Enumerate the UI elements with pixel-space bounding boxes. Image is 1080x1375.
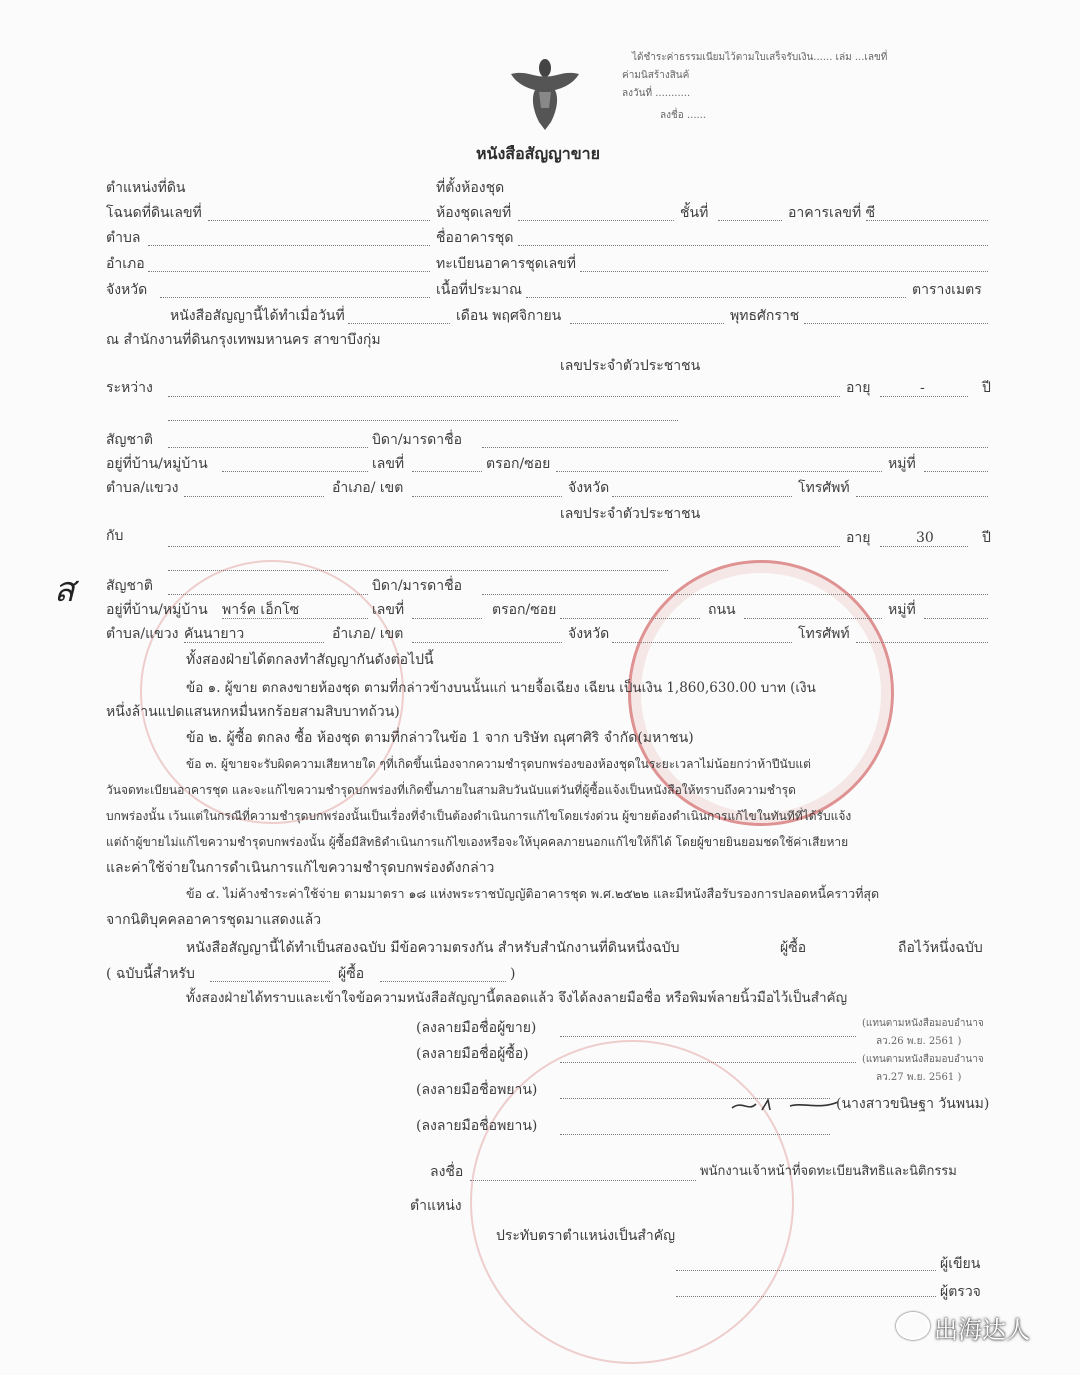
document-title: หนังสือสัญญาขาย: [476, 144, 600, 163]
checker-label: ผู้ตรวจ: [940, 1284, 981, 1300]
buyer-alley-label: ตรอก/ซอย: [492, 602, 557, 618]
fee-note-4: ลงชื่อ ......: [660, 110, 707, 121]
clause-3-line-2: วันจดทะเบียนอาคารชุด และจะแก้ไขความชำรุดบกพร่องที่เกิดขึ้นภายในสามสิบวันนับแต่วันที่ผู้ซื้อแจ้งเป็นหนังสือให้ทราบถึงความชำรุด: [106, 783, 796, 797]
seller-moo-label: หมู่ที่: [888, 456, 916, 472]
land-location-label: ตำแหน่งที่ดิน: [106, 180, 186, 196]
buyer-changwat-label: จังหวัด: [568, 626, 610, 642]
garuda-emblem: [505, 48, 585, 132]
buyer-tambon-label: ตำบล/แขวง: [106, 626, 179, 642]
officer-title: พนักงานเจ้าหน้าที่จดทะเบียนสิทธิและนิติกรรม: [700, 1164, 957, 1179]
seal-note: ประทับตราตำแหน่งเป็นสำคัญ: [496, 1228, 676, 1244]
district-label: อำเภอ: [106, 256, 145, 272]
position-label: ตำแหน่ง: [410, 1198, 462, 1214]
writer-label: ผู้เขียน: [940, 1256, 981, 1272]
unit-no-label: ห้องชุดเลขที่: [436, 205, 512, 221]
buyer-poa-note-1: (แทนตามหนังสือมอบอำนาจ: [862, 1054, 984, 1065]
clause-3-line-4: แต่ถ้าผู้ขายไม่แก้ไขความชำรุดบกพร่องนั้น ผู้ซื้อมีสิทธิดำเนินการแก้ไขเองหรือจะให้บุคคลภายนอกแก้ไขให้ก็ได้ โดยผู้ขายยินยอมชดใช้ค่าเสียหาย: [106, 835, 849, 849]
made-on-label: หนังสือสัญญานี้ได้ทำเมื่อวันที่: [170, 308, 345, 324]
clauses-intro: ทั้งสองฝ่ายได้ตกลงทำสัญญากันดังต่อไปนี้: [186, 652, 434, 668]
copy-for-buyer: ผู้ซื้อ: [338, 966, 365, 982]
month-label: เดือน พฤศจิกายน: [456, 308, 562, 324]
office-label: ณ สำนักงานที่ดินกรุงเทพมหานคร สาขาบึงกุ่ม: [106, 332, 381, 348]
buyer-moo-label: หมู่ที่: [888, 602, 916, 618]
fee-note-2: ค่ามนิสร้างสินค้: [622, 70, 690, 81]
seller-alley-label: ตรอก/ซอย: [486, 456, 551, 472]
seller-changwat-label: จังหวัด: [568, 480, 610, 496]
condo-reg-label: ทะเบียนอาคารชุดเลขที่: [436, 256, 576, 272]
buyer-address-label: อยู่ที่บ้าน/หมู่บ้าน: [106, 602, 208, 618]
buyer-signature-label: (ลงลายมือชื่อผู้ซื้อ): [416, 1046, 529, 1062]
clause-3-line-5: และค่าใช้จ่ายในการดำเนินการแก้ไขความชำรุดบกพร่องดังกล่าว: [106, 860, 495, 876]
seller-signature-label: (ลงลายมือชื่อผู้ขาย): [416, 1020, 537, 1036]
copy-for-open: ( ฉบับนี้สำหรับ: [106, 966, 195, 982]
clause-4-line-1: ข้อ ๔. ไม่ค้างชำระค่าใช้จ่าย ตามมาตรา ๑๘ แห่งพระราชบัญญัติอาคารชุด พ.ศ.๒๕๒๒ และมีหนังสือรับรองการปลอดหนี้คราวที่สุด: [186, 886, 880, 901]
acknowledgement: ทั้งสองฝ่ายได้ทราบและเข้าใจข้อความหนังสือสัญญานี้ตลอดแล้ว จึงได้ลงลายมือชื่อ หรือพิมพ์ลายนิ้วมือไว้เป็นสำคัญ: [186, 990, 848, 1006]
buyer-age-label: อายุ: [846, 530, 871, 546]
unit-location-label: ที่ตั้งห้องชุด: [436, 180, 505, 196]
copies-line: หนังสือสัญญานี้ได้ทำเป็นสองฉบับ มีข้อความตรงกัน สำหรับสำนักงานที่ดินหนึ่งฉบับ: [186, 940, 680, 956]
clause-2: ข้อ ๒. ผู้ซื้อ ตกลง ซื้อ ห้องชุด ตามที่กล่าวในข้อ 1 จาก บริษัท ณุศาศิริ จำกัด(มหาชน): [186, 730, 694, 746]
deed-no-label: โฉนดที่ดินเลขที่: [106, 205, 202, 221]
witness1-signature-scribble: [730, 1096, 840, 1116]
buyer-amphoe-label: อำเภอ/ เขต: [332, 626, 404, 642]
seller-parents-label: บิดา/มารดาชื่อ: [372, 432, 463, 448]
copies-buyer: ผู้ซื้อ: [780, 940, 807, 956]
buyer-road-label: ถนน: [708, 602, 736, 618]
subdistrict-label: ตำบล: [106, 230, 141, 246]
buyer-house-no-label: เลขที่: [372, 602, 405, 618]
area-label: เนื้อที่ประมาณ: [436, 282, 522, 298]
seller-address-label: อยู่ที่บ้าน/หมู่บ้าน: [106, 456, 208, 472]
seller-poa-note-1: (แทนตามหนังสือมอบอำนาจ: [862, 1018, 984, 1029]
floor-label: ชั้นที่: [680, 205, 709, 221]
handwritten-mark: ส: [54, 570, 75, 610]
between-label: ระหว่าง: [106, 380, 153, 396]
year-label: พุทธศักราช: [730, 308, 800, 324]
seller-years-label: ปี: [982, 380, 991, 396]
clause-1-line-1: ข้อ ๑. ผู้ขาย ตกลงขายห้องชุด ตามที่กล่าวข้างบนนั้นแก่ นายจื้อเฉียง เฉียน เป็นเงิน 1,860,630.00 บาท (เงิน: [186, 680, 816, 696]
witness1-signature-label: (ลงลายมือชื่อพยาน): [416, 1082, 538, 1098]
buyer-village-value: พาร์ค เอ็กโซ: [222, 602, 300, 618]
sqm-label: ตารางเมตร: [912, 282, 982, 298]
condo-name-label: ชื่ออาคารชุด: [436, 230, 514, 246]
building-no-label: อาคารเลขที่ ซี: [788, 205, 876, 221]
buyer-age-value: 30: [916, 530, 934, 546]
seller-house-no-label: เลขที่: [372, 456, 405, 472]
buyer-nationality-label: สัญชาติ: [106, 578, 153, 594]
seller-phone-label: โทรศัพท์: [798, 480, 850, 496]
watermark-text: 出海达人: [934, 1316, 1030, 1344]
clause-4-line-2: จากนิติบุคคลอาคารชุดมาแสดงแล้ว: [106, 912, 322, 928]
buyer-phone-label: โทรศัพท์: [798, 626, 850, 642]
seller-tambon-label: ตำบล/แขวง: [106, 480, 179, 496]
clause-3-line-3: บกพร่องนั้น เว้นแต่ในกรณีที่ความชำรุดบกพร่องนั้นเป็นเรื่องที่จำเป็นต้องดำเนินการแก้ไขโดยเร่งด่วน ผู้ขายต้องดำเนินการแก้ไขในทันทีที่ได้รับแจ้ง: [106, 809, 852, 823]
copy-for-close: ): [510, 966, 516, 982]
buyer-tambon-value: คันนายาว: [184, 626, 245, 642]
province-label: จังหวัด: [106, 282, 148, 298]
witness1-name: (นางสาวขนิษฐา วันพนม): [836, 1096, 990, 1112]
buyer-parents-label: บิดา/มารดาชื่อ: [372, 578, 463, 594]
seller-amphoe-label: อำเภอ/ เขต: [332, 480, 404, 496]
clause-1-line-2: หนึ่งล้านแปดแสนหกหมื่นหกร้อยสามสิบบาทถ้วน): [106, 704, 400, 720]
sign-label: ลงชื่อ: [430, 1164, 464, 1180]
witness2-signature-label: (ลงลายมือชื่อพยาน): [416, 1118, 538, 1134]
buyer-id-label: เลขประจำตัวประชาชน: [560, 506, 701, 522]
copies-keeps: ถือไว้หนึ่งฉบับ: [898, 940, 983, 956]
buyer-years-label: ปี: [982, 530, 991, 546]
seller-age-value: -: [920, 380, 925, 396]
buyer-poa-note-2: ลว.27 พ.ย. 2561 ): [876, 1072, 962, 1083]
fee-note-3: ลงวันที่ ...........: [622, 88, 691, 99]
seller-poa-note-2: ลว.26 พ.ย. 2561 ): [876, 1036, 962, 1047]
clause-3-line-1: ข้อ ๓. ผู้ขายจะรับผิดความเสียหายใด ๆที่เกิดขึ้นเนื่องจากความชำรุดบกพร่องของห้องชุดในระยะเวลาไม่น้อยกว่าห้าปีนับแต่: [186, 757, 811, 771]
seller-age-label: อายุ: [846, 380, 871, 396]
with-label: กับ: [106, 528, 124, 544]
seller-id-label: เลขประจำตัวประชาชน: [560, 358, 701, 374]
fee-note-1: ได้ชำระค่าธรรมเนียมไว้ตามใบเสร็จรับเงิน...... เล่ม ...เลขที่: [632, 52, 888, 63]
seller-nationality-label: สัญชาติ: [106, 432, 153, 448]
wechat-icon: [896, 1312, 930, 1340]
